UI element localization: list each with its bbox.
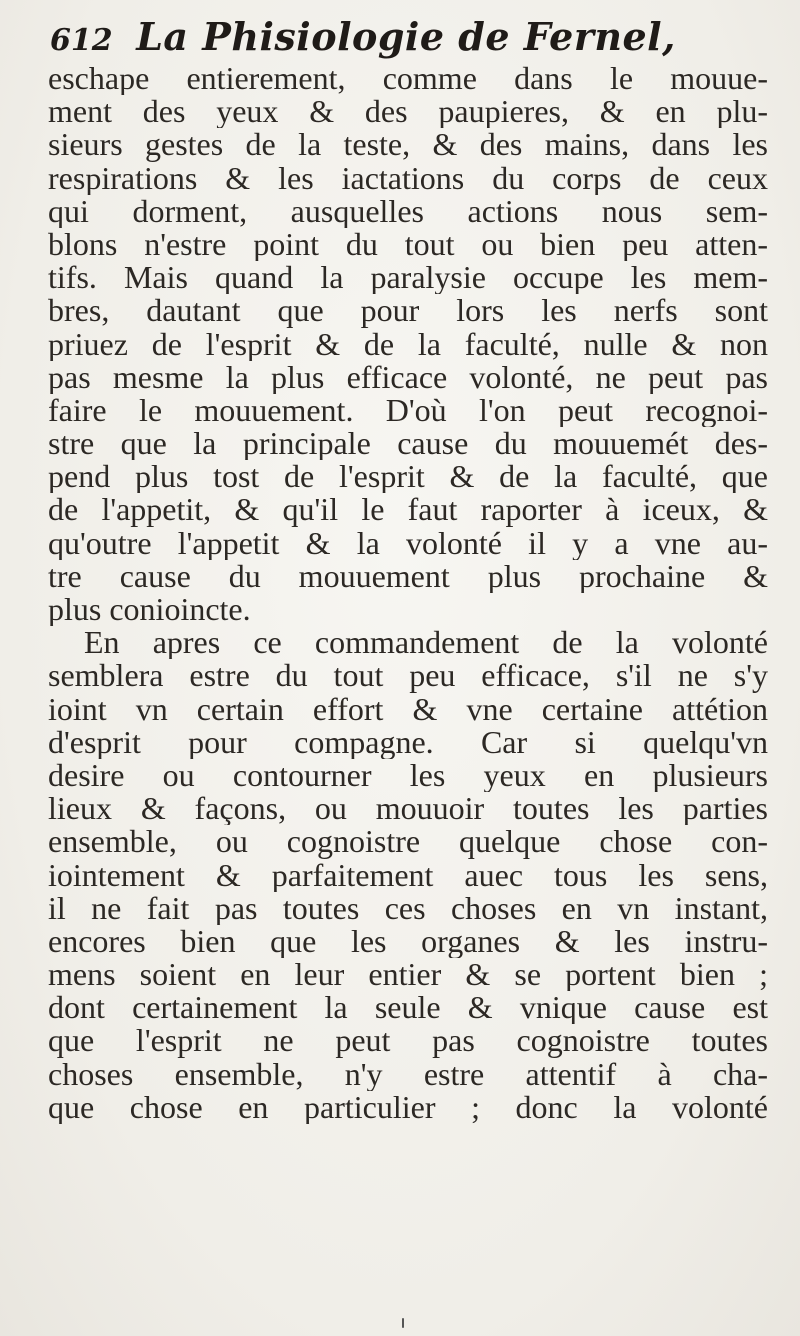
text-line: ment des yeux & des paupieres, & en plu- bbox=[48, 95, 768, 129]
text-line: bres, dautant que pour lors les nerfs sont bbox=[48, 294, 768, 328]
page-number: 612 bbox=[50, 23, 113, 58]
text-line: tifs. Mais quand la paralysie occupe les mem- bbox=[48, 261, 768, 295]
text-line: mens soient en leur entier & se portent bien ; bbox=[48, 958, 768, 992]
text-line: tre cause du mouuement plus prochaine & bbox=[48, 559, 768, 593]
text-line: eschape entierement, comme dans le mouue- bbox=[48, 62, 768, 96]
text-line: que chose en particulier ; donc la volonté bbox=[48, 1090, 768, 1124]
text-line: desire ou contourner les yeux en plusieurs bbox=[48, 758, 768, 793]
text-line: faire le mouuement. D'où l'on peut recognoi- bbox=[48, 393, 768, 428]
text-line: blons n'estre point du tout ou bien peu atten- bbox=[48, 227, 768, 262]
text-line: stre que la principale cause du mouuemét des- bbox=[48, 427, 768, 461]
text-line: lieux & façons, ou mouuoir toutes les parties bbox=[48, 792, 768, 826]
text-line: qu'outre l'appetit & la volonté il y a vne au- bbox=[48, 526, 768, 560]
text-line: qui dorment, ausquelles actions nous sem- bbox=[48, 194, 768, 228]
text-line: priuez de l'esprit & de la faculté, nulle & non bbox=[48, 327, 768, 361]
text-line: choses ensemble, n'y estre attentif à cha- bbox=[48, 1057, 768, 1091]
text-line: de l'appetit, & qu'il le faut raporter à iceux, & bbox=[48, 493, 768, 527]
text-line: semblera estre du tout peu efficace, s'il ne s'y bbox=[48, 659, 768, 693]
paragraph-end-line: plus conioincte. bbox=[48, 593, 251, 627]
text-line: iointement & parfaitement auec tous les sens, bbox=[48, 858, 768, 892]
text-line: sieurs gestes de la teste, & des mains, dans les bbox=[48, 128, 768, 162]
text-line: pas mesme la plus efficace volonté, ne peut pas bbox=[48, 360, 768, 394]
text-line: d'esprit pour compagne. Car si quelqu'vn bbox=[48, 725, 768, 759]
text-line: encores bien que les organes & les instru- bbox=[48, 924, 768, 959]
text-line: ensemble, ou cognoistre quelque chose con- bbox=[48, 825, 768, 859]
paragraph-start-line: En apres ce commandement de la volonté bbox=[84, 626, 768, 660]
bottom-ink-mark bbox=[402, 1318, 404, 1328]
text-line: pend plus tost de l'esprit & de la faculté, que bbox=[48, 460, 768, 494]
text-line: dont certainement la seule & vnique cause est bbox=[48, 991, 768, 1025]
text-line: ioint vn certain effort & vne certaine attétion bbox=[48, 692, 768, 726]
text-line: que l'esprit ne peut pas cognoistre toutes bbox=[48, 1024, 768, 1058]
text-line: respirations & les iactations du corps de ceux bbox=[48, 161, 768, 195]
body-text bbox=[48, 62, 768, 1124]
text-line: il ne fait pas toutes ces choses en vn instant, bbox=[48, 891, 768, 925]
running-title: La Phisiologie de Fernel, bbox=[136, 14, 676, 59]
running-head bbox=[50, 14, 760, 58]
